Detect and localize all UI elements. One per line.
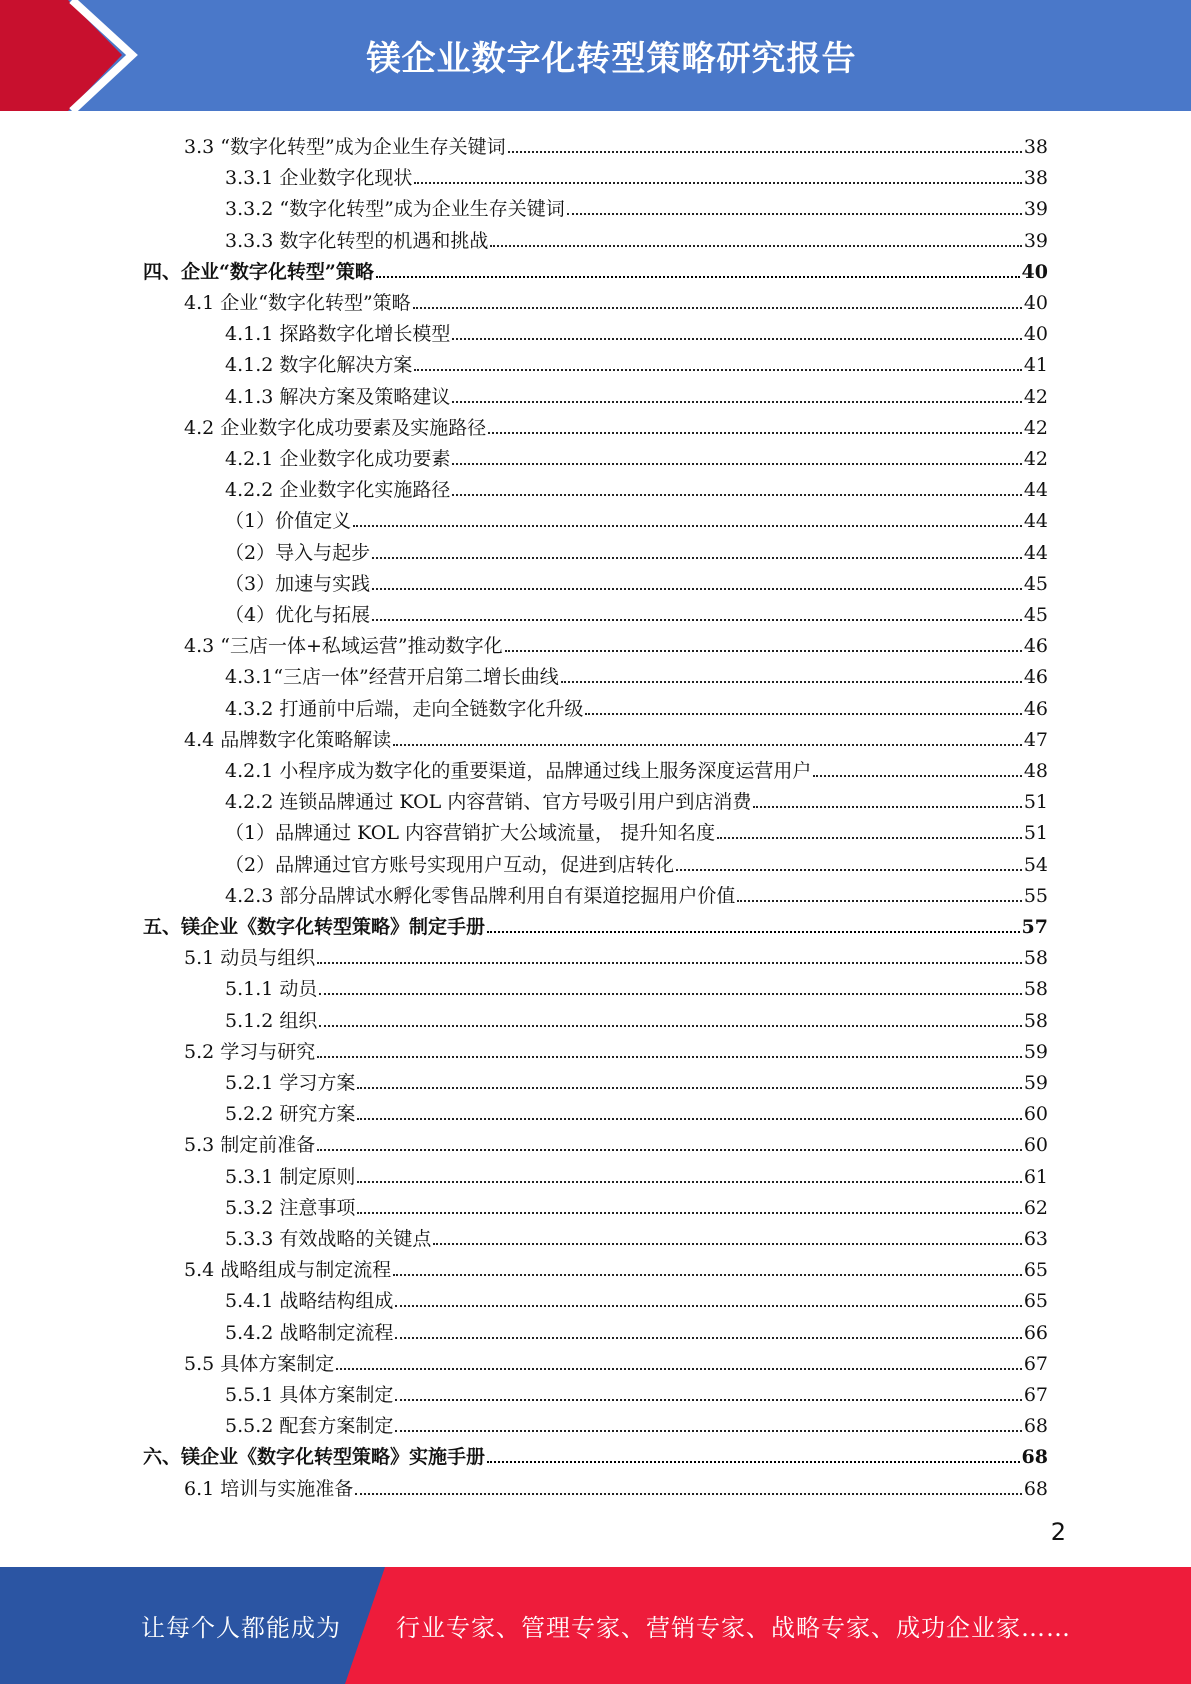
toc-entry[interactable] — [225, 564, 1048, 595]
toc-entry[interactable] — [225, 501, 1048, 532]
toc-dot-leader — [561, 681, 1022, 683]
toc-entry-page: 68 — [1021, 1446, 1048, 1469]
toc-entry-label: （2）品牌通过官方账号实现用户互动，促进到店转化 — [225, 853, 675, 876]
page-header — [0, 0, 1191, 111]
toc-entry[interactable] — [225, 314, 1048, 345]
toc-dot-leader — [372, 588, 1022, 590]
toc-entry[interactable] — [225, 1406, 1048, 1437]
toc-entry-label: 5.3 制定前准备 — [184, 1134, 316, 1157]
toc-dot-leader — [433, 1243, 1021, 1245]
toc-entry-label: 5.3.1 制定原则 — [225, 1165, 356, 1188]
toc-entry-label: 5.2.2 研究方案 — [225, 1103, 356, 1126]
toc-dot-leader — [317, 962, 1022, 964]
toc-entry[interactable] — [225, 969, 1048, 1000]
toc-entry[interactable] — [225, 377, 1048, 408]
toc-entry[interactable] — [184, 1125, 1048, 1156]
toc-dot-leader — [317, 1056, 1022, 1058]
toc-entry-label: 五、镁企业《数字化转型策略》制定手册 — [143, 916, 486, 938]
toc-entry-label: 3.3.1 企业数字化现状 — [225, 167, 413, 190]
toc-entry-label: 5.1.2 组织 — [225, 1009, 318, 1032]
toc-entry-page: 40 — [1023, 292, 1048, 314]
toc-dot-leader — [452, 401, 1021, 403]
toc-entry-page: 59 — [1023, 1072, 1048, 1094]
toc-dot-leader — [452, 463, 1021, 465]
toc-entry-label: 4.2.3 部分品牌试水孵化零售品牌利用自有渠道挖掘用户价值 — [225, 884, 736, 907]
toc-dot-leader — [505, 650, 1022, 652]
toc-entry-page: 44 — [1023, 479, 1048, 502]
toc-dot-leader — [319, 1025, 1021, 1027]
toc-dot-leader — [717, 837, 1022, 839]
toc-entry-page: 65 — [1023, 1290, 1048, 1313]
toc-entry[interactable] — [225, 782, 1048, 813]
toc-entry-page: 58 — [1023, 978, 1048, 1001]
toc-entry[interactable] — [225, 751, 1048, 782]
toc-entry[interactable] — [225, 345, 1048, 376]
toc-entry-page: 45 — [1023, 604, 1048, 626]
page-footer — [0, 1567, 1191, 1684]
toc-entry-page: 57 — [1021, 916, 1048, 938]
toc-entry[interactable] — [225, 470, 1048, 501]
toc-entry-label: 5.5.2 配套方案制定 — [225, 1415, 394, 1438]
toc-entry-label: 5.3.3 有效战略的关键点 — [225, 1228, 432, 1250]
toc-entry-label: 4.2.2 企业数字化实施路径 — [225, 479, 451, 502]
toc-entry-page: 51 — [1023, 791, 1048, 814]
toc-dot-leader — [355, 1493, 1022, 1495]
toc-entry-label: 5.2.1 学习方案 — [225, 1072, 356, 1094]
toc-entry-page: 46 — [1023, 666, 1048, 689]
toc-dot-leader — [737, 900, 1021, 902]
toc-entry-page: 51 — [1023, 822, 1048, 845]
toc-entry-page: 65 — [1023, 1259, 1048, 1282]
toc-entry-label: 4.1.3 解决方案及策略建议 — [225, 385, 451, 408]
toc-entry-label: 4.2.2 连锁品牌通过 KOL 内容营销、官方号吸引用户到店消费 — [225, 791, 752, 814]
toc-entry-page: 68 — [1023, 1477, 1048, 1500]
toc-dot-leader — [357, 1118, 1021, 1120]
toc-entry-page: 63 — [1023, 1228, 1048, 1250]
toc-entry-page: 47 — [1023, 728, 1048, 751]
toc-entry[interactable] — [225, 1375, 1048, 1406]
toc-dot-leader — [567, 213, 1022, 215]
toc-entry[interactable] — [184, 283, 1048, 314]
toc-entry[interactable] — [225, 595, 1048, 626]
toc-entry-page: 39 — [1023, 198, 1048, 221]
toc-entry[interactable] — [184, 408, 1048, 439]
toc-dot-leader — [376, 276, 1020, 278]
toc-entry-page: 46 — [1023, 697, 1048, 720]
toc-entry-page: 55 — [1023, 884, 1048, 907]
toc-entry[interactable] — [225, 845, 1048, 876]
footer-slogan-right: 行业专家、管理专家、营销专家、战略专家、成功企业家…… — [396, 1614, 1071, 1642]
toc-entry-label: 3.3.3 数字化转型的机遇和挑战 — [225, 229, 489, 252]
toc-entry-page: 62 — [1023, 1196, 1048, 1219]
toc-entry-page: 44 — [1023, 510, 1048, 533]
toc-entry[interactable] — [225, 1281, 1048, 1312]
toc-entry-label: 5.4.1 战略结构组成 — [225, 1290, 394, 1313]
toc-entry-page: 41 — [1023, 354, 1048, 377]
toc-entry[interactable] — [225, 813, 1048, 844]
toc-entry[interactable] — [184, 720, 1048, 751]
toc-entry-label: 六、镁企业《数字化转型策略》实施手册 — [143, 1446, 486, 1469]
toc-entry-label: 5.4.2 战略制定流程 — [225, 1321, 394, 1344]
toc-entry[interactable] — [225, 876, 1048, 907]
toc-dot-leader — [353, 525, 1022, 527]
toc-entry-page: 58 — [1023, 1009, 1048, 1032]
toc-entry-page: 42 — [1023, 416, 1048, 439]
toc-entry-page: 42 — [1023, 385, 1048, 408]
toc-dot-leader — [357, 1212, 1021, 1214]
toc-entry-label: 4.2 企业数字化成功要素及实施路径 — [184, 416, 487, 439]
toc-entry-label: 4.4 品牌数字化策略解读 — [184, 728, 392, 751]
toc-entry[interactable] — [184, 938, 1048, 969]
toc-entry-label: 4.3.2 打通前中后端，走向全链数字化升级 — [225, 697, 584, 720]
toc-entry-label: 3.3.2 “数字化转型”成为企业生存关键词 — [225, 198, 565, 221]
toc-dot-leader — [813, 775, 1021, 777]
toc-dot-leader — [452, 338, 1021, 340]
toc-entry-page: 46 — [1023, 635, 1048, 658]
toc-entry-page: 59 — [1023, 1040, 1048, 1063]
toc-entry[interactable] — [143, 1437, 1048, 1468]
toc-dot-leader — [372, 619, 1022, 621]
toc-entry-label: 4.1.2 数字化解决方案 — [225, 354, 413, 377]
toc-dot-leader — [508, 151, 1022, 153]
toc-entry[interactable] — [225, 1157, 1048, 1188]
toc-dot-leader — [395, 1337, 1021, 1339]
toc-dot-leader — [319, 993, 1021, 995]
toc-entry-label: （1）价值定义 — [225, 510, 352, 533]
toc-entry[interactable] — [225, 657, 1048, 688]
toc-dot-leader — [487, 1461, 1020, 1463]
toc-dot-leader — [393, 1274, 1022, 1276]
toc-entry-page: 42 — [1023, 448, 1048, 470]
toc-dot-leader — [414, 369, 1021, 371]
toc-entry-page: 60 — [1023, 1134, 1048, 1157]
toc-entry-page: 68 — [1023, 1415, 1048, 1438]
toc-dot-leader — [357, 1087, 1021, 1089]
toc-entry-page: 40 — [1023, 323, 1048, 346]
toc-dot-leader — [395, 1305, 1021, 1307]
toc-entry-label: （4）优化与拓展 — [225, 604, 371, 626]
toc-entry-label: 4.2.1 小程序成为数字化的重要渠道，品牌通过线上服务深度运营用户 — [225, 760, 812, 782]
toc-entry-label: 5.1.1 动员 — [225, 978, 318, 1001]
toc-dot-leader — [372, 557, 1022, 559]
toc-entry[interactable] — [225, 221, 1048, 252]
toc-entry-label: 四、企业“数字化转型”策略 — [143, 260, 374, 283]
toc-entry[interactable] — [225, 1094, 1048, 1125]
toc-entry-page: 45 — [1023, 572, 1048, 595]
toc-entry-label: 5.5 具体方案制定 — [184, 1352, 335, 1375]
toc-entry[interactable] — [143, 252, 1048, 283]
toc-entry[interactable] — [184, 127, 1048, 158]
toc-entry-page: 67 — [1023, 1384, 1048, 1406]
toc-entry-label: 3.3 “数字化转型”成为企业生存关键词 — [184, 136, 506, 158]
toc-entry-label: 5.5.1 具体方案制定 — [225, 1384, 394, 1406]
toc-entry-page: 58 — [1023, 947, 1048, 970]
toc-entry[interactable] — [184, 1250, 1048, 1281]
toc-entry[interactable] — [225, 1313, 1048, 1344]
toc-entry-label: 6.1 培训与实施准备 — [184, 1477, 354, 1500]
toc-entry-page: 38 — [1023, 167, 1048, 190]
toc-entry-label: 5.2 学习与研究 — [184, 1040, 316, 1063]
toc-entry[interactable] — [184, 1344, 1048, 1375]
toc-entry-label: 5.3.2 注意事项 — [225, 1196, 356, 1219]
toc-entry[interactable] — [225, 439, 1048, 470]
toc-entry[interactable] — [225, 533, 1048, 564]
toc-entry-page: 61 — [1023, 1165, 1048, 1188]
toc-entry-page: 67 — [1023, 1352, 1048, 1375]
toc-entry-page: 44 — [1023, 541, 1048, 564]
toc-dot-leader — [753, 806, 1021, 808]
toc-dot-leader — [488, 432, 1022, 434]
toc-dot-leader — [676, 869, 1022, 871]
toc-dot-leader — [357, 1181, 1021, 1183]
toc-entry-label: 4.1 企业“数字化转型”策略 — [184, 292, 411, 314]
toc-entry-label: （3）加速与实践 — [225, 572, 371, 595]
toc-entry-page: 40 — [1021, 260, 1048, 283]
toc-entry[interactable] — [225, 158, 1048, 189]
toc-dot-leader — [585, 713, 1021, 715]
toc-entry-label: 4.3.1“三店一体”经营开启第二增长曲线 — [225, 666, 559, 689]
toc-entry[interactable] — [225, 1001, 1048, 1032]
toc-entry[interactable] — [184, 1469, 1048, 1500]
page-number: 2 — [1050, 1518, 1066, 1546]
toc-entry-page: 54 — [1023, 853, 1048, 876]
toc-entry-page: 39 — [1023, 229, 1048, 252]
toc-entry[interactable] — [225, 689, 1048, 720]
toc-dot-leader — [393, 744, 1022, 746]
toc-dot-leader — [395, 1430, 1021, 1432]
toc-entry-page: 38 — [1023, 136, 1048, 158]
toc-entry-page: 48 — [1023, 760, 1048, 782]
toc-entry-label: 4.1.1 探路数字化增长模型 — [225, 323, 451, 346]
toc-dot-leader — [452, 494, 1021, 496]
toc-entry[interactable] — [184, 1032, 1048, 1063]
toc-entry[interactable] — [225, 1219, 1048, 1250]
toc-entry[interactable] — [225, 189, 1048, 220]
toc-dot-leader — [413, 307, 1022, 309]
toc-entry[interactable] — [143, 907, 1048, 938]
toc-entry[interactable] — [184, 626, 1048, 657]
toc-entry-page: 60 — [1023, 1103, 1048, 1126]
toc-entry[interactable] — [225, 1188, 1048, 1219]
toc-entry-label: （1）品牌通过 KOL 内容营销扩大公域流量， 提升知名度 — [225, 822, 716, 845]
toc-dot-leader — [395, 1399, 1021, 1401]
toc-entry-page: 66 — [1023, 1321, 1048, 1344]
toc-entry-label: 4.2.1 企业数字化成功要素 — [225, 448, 451, 470]
toc-dot-leader — [414, 182, 1021, 184]
toc-entry-label: （2）导入与起步 — [225, 541, 371, 564]
toc-dot-leader — [336, 1368, 1022, 1370]
footer-slogan-left: 让每个人都能成为 — [141, 1614, 341, 1642]
toc-dot-leader — [487, 931, 1020, 933]
toc-entry-label: 5.4 战略组成与制定流程 — [184, 1259, 392, 1282]
toc-entry[interactable] — [225, 1063, 1048, 1094]
toc-entry-label: 5.1 动员与组织 — [184, 947, 316, 970]
toc-dot-leader — [317, 1149, 1022, 1151]
report-title: 镁企业数字化转型策略研究报告 — [366, 39, 857, 79]
toc-dot-leader — [490, 245, 1021, 247]
toc-entry-label: 4.3 “三店一体+私域运营”推动数字化 — [184, 635, 503, 658]
